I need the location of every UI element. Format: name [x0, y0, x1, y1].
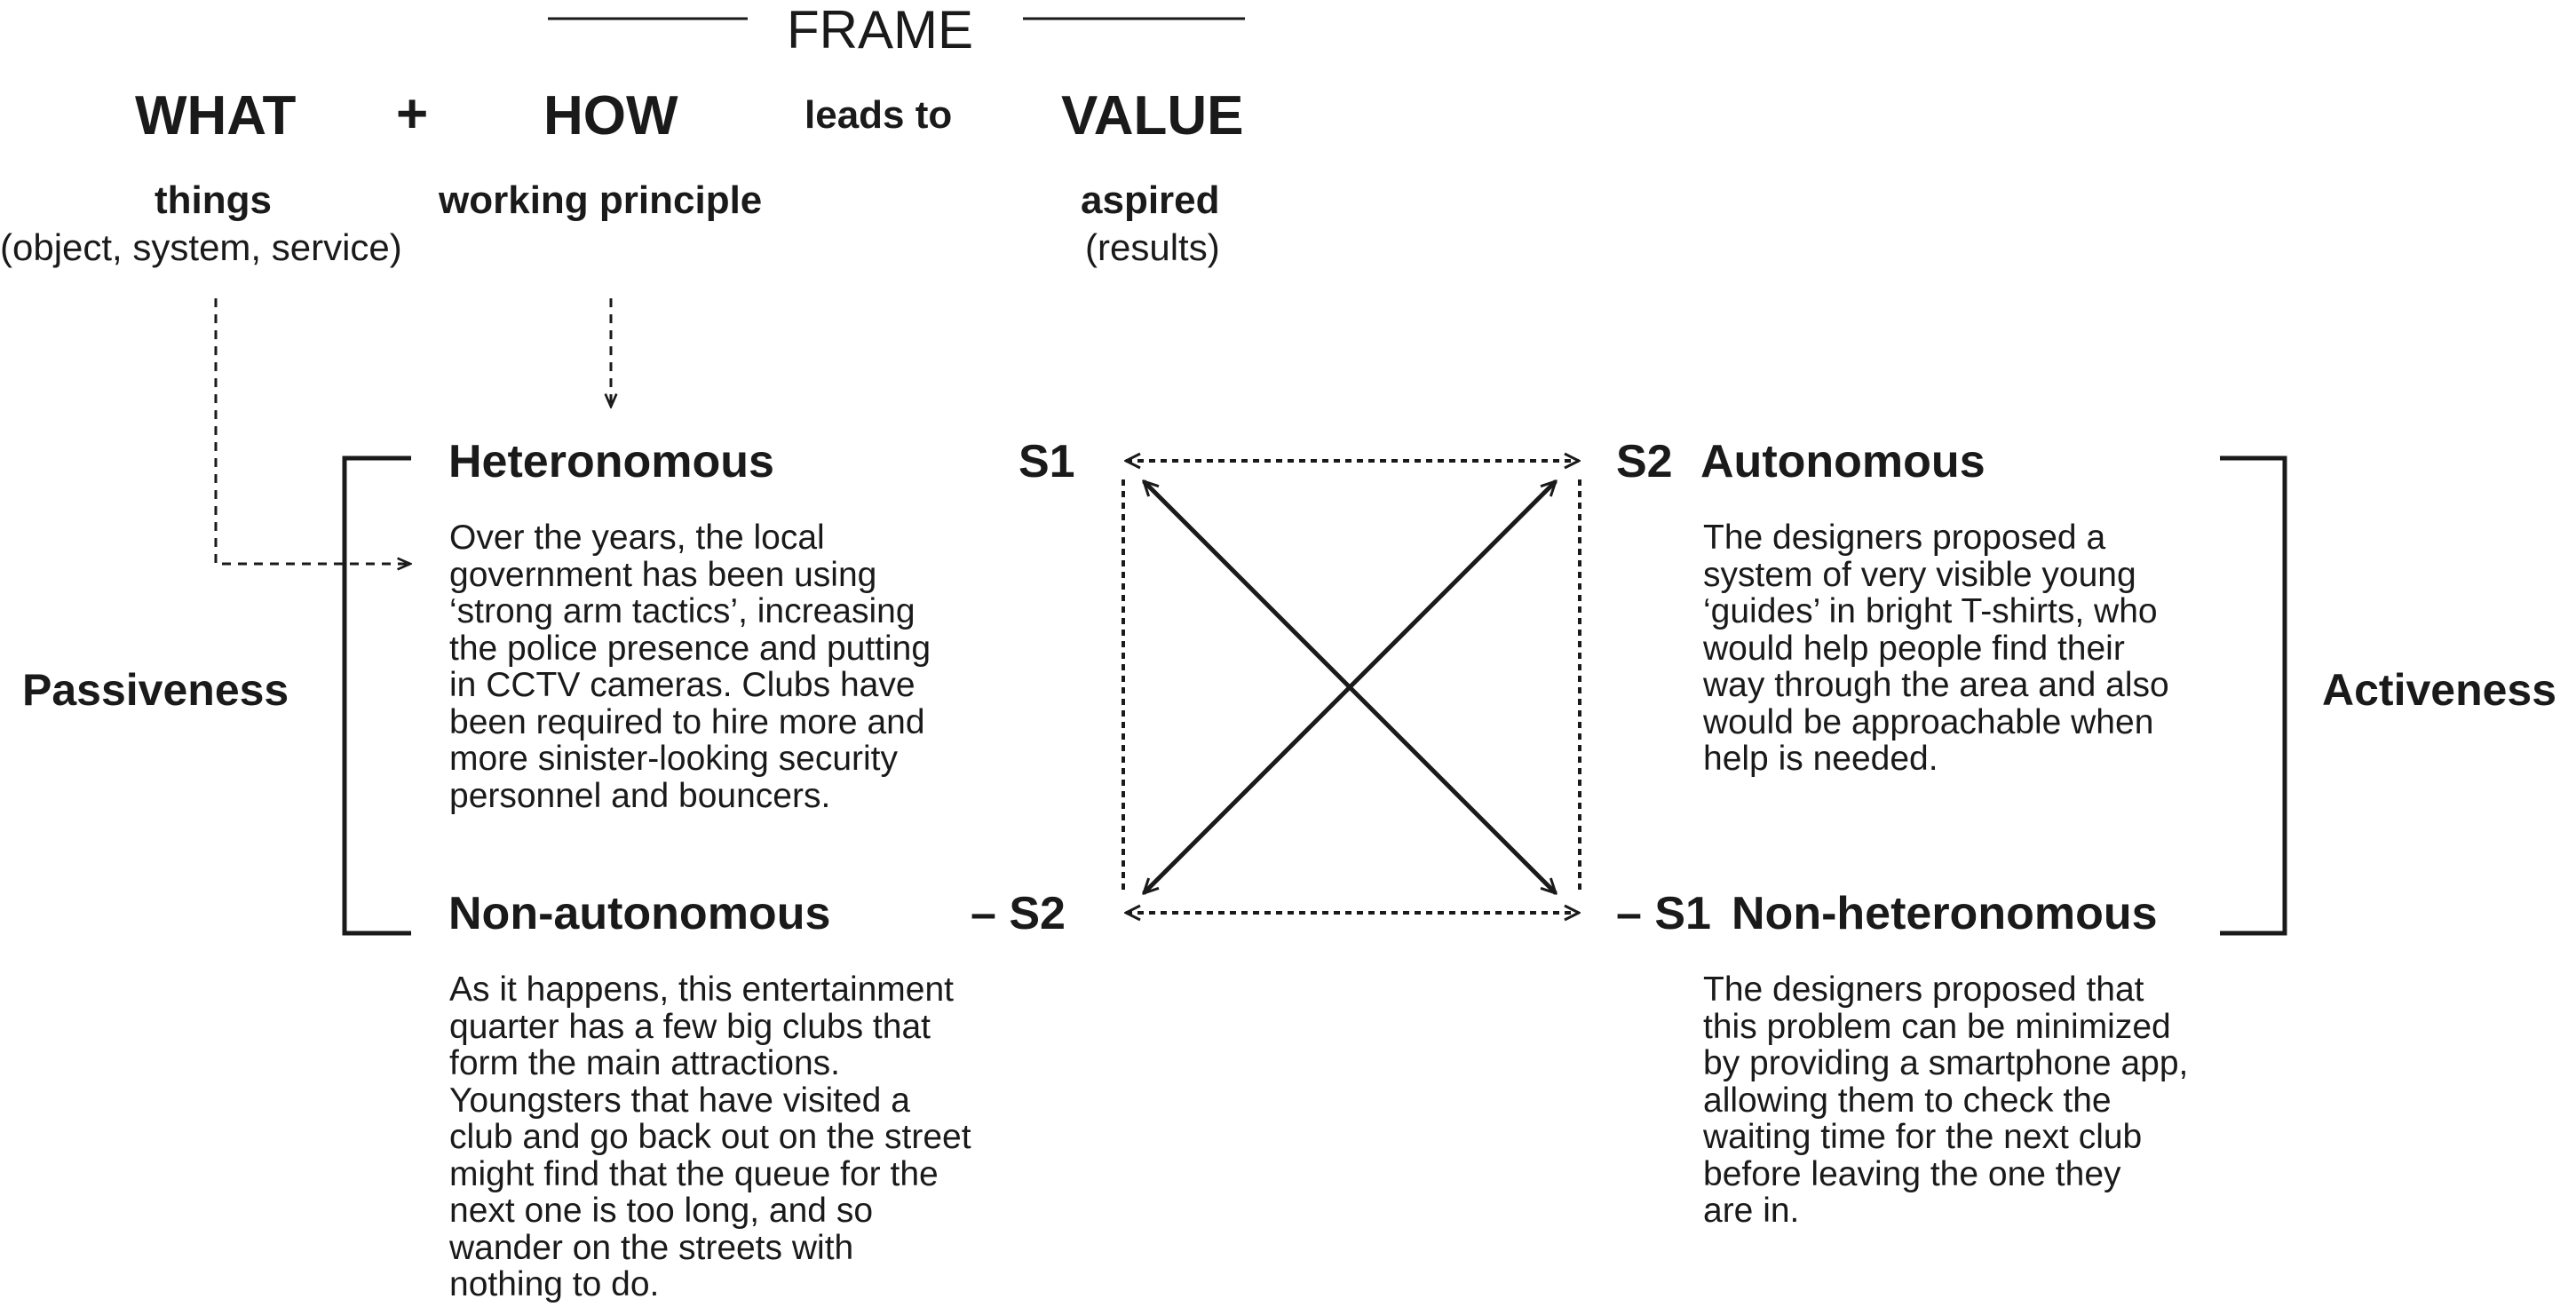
text-line: in CCTV cameras. Clubs have [449, 666, 915, 704]
text-line: the police presence and putting [449, 629, 931, 668]
autonomous-title: Autonomous [1700, 436, 1986, 487]
non-autonomous-title: Non-autonomous [448, 888, 831, 939]
not-s1-label: – S1 [1616, 888, 1711, 939]
text-line: might find that the queue for the [449, 1154, 939, 1193]
text-line: before leaving the one they [1703, 1154, 2121, 1193]
heteronomous-text [449, 519, 931, 814]
text-line: Over the years, the local [449, 519, 825, 557]
what-subtitle: things [155, 178, 272, 222]
passiveness-bracket [345, 458, 411, 933]
text-line: The designers proposed a [1703, 519, 2106, 557]
text-line: system of very visible young [1703, 555, 2136, 594]
value-note: (results) [1085, 226, 1220, 268]
frame-title: FRAME [787, 0, 973, 59]
text-line: way through the area and also [1703, 666, 2169, 704]
text-line: As it happens, this entertainment [449, 970, 954, 1009]
text-line: ‘guides’ in bright T-shirts, who [1703, 592, 2158, 630]
text-line: waiting time for the next club [1703, 1118, 2143, 1156]
value-subtitle: aspired [1081, 178, 1220, 222]
text-line: club and go back out on the street [449, 1118, 971, 1156]
what-arrow [216, 298, 410, 564]
text-line: form the main attractions. [449, 1044, 841, 1082]
non-heteronomous-title: Non-heteronomous [1732, 888, 2158, 939]
not-s2-label: – S2 [971, 888, 1066, 939]
text-line: personnel and bouncers. [449, 776, 831, 815]
text-line: The designers proposed that [1703, 970, 2144, 1009]
text-line: more sinister-looking security [449, 740, 899, 778]
text-line: next one is too long, and so [449, 1192, 874, 1230]
text-line: been required to hire more and [449, 702, 925, 741]
text-line: would be approachable when [1703, 702, 2154, 741]
heteronomous-title: Heteronomous [448, 436, 774, 487]
what-label: WHAT [135, 85, 297, 147]
text-line: help is needed. [1703, 740, 1938, 778]
text-line: nothing to do. [449, 1265, 660, 1303]
text-line: this problem can be minimized [1703, 1007, 2171, 1046]
activeness-bracket [2220, 458, 2285, 933]
non-heteronomous-text [1703, 971, 2188, 1230]
activeness-label: Activeness [2322, 665, 2557, 715]
autonomous-text [1703, 519, 2169, 778]
non-autonomous-text [449, 971, 971, 1303]
text-line: Youngsters that have visited a [449, 1081, 910, 1120]
s1-label: S1 [1019, 436, 1075, 487]
plus-sign: + [396, 83, 429, 145]
text-line: ‘strong arm tactics’, increasing [449, 592, 915, 630]
text-line: would help people find their [1703, 629, 2125, 668]
text-line: quarter has a few big clubs that [449, 1007, 931, 1046]
leads-to-label: leads to [805, 93, 953, 137]
passiveness-label: Passiveness [22, 665, 289, 715]
text-line: wander on the streets with [449, 1228, 854, 1267]
how-label: HOW [543, 85, 678, 147]
value-label: VALUE [1061, 85, 1244, 147]
text-line: by providing a smartphone app, [1703, 1044, 2189, 1082]
text-line: are in. [1703, 1192, 1800, 1230]
what-note: (object, system, service) [0, 226, 402, 268]
text-line: allowing them to check the [1703, 1081, 2112, 1120]
how-subtitle: working principle [439, 178, 763, 222]
text-line: government has been using [449, 555, 877, 594]
s2-label: S2 [1616, 436, 1673, 487]
